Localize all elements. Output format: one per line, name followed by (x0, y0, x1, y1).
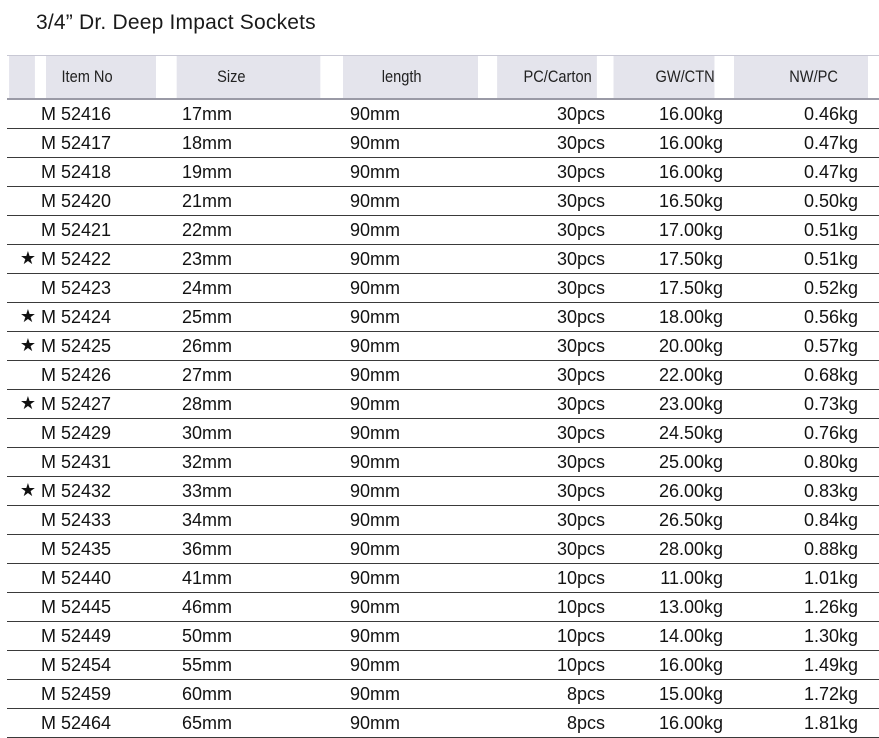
item-no-cell: M 52427 (37, 390, 165, 419)
table-row (7, 680, 879, 709)
nw-pc-cell: 0.57kg (723, 332, 879, 361)
nw-pc-cell: 0.47kg (723, 129, 879, 158)
pc-carton-cell: 10pcs (489, 651, 605, 680)
table-row (7, 564, 879, 593)
star-cell (7, 622, 37, 651)
star-cell (7, 245, 37, 274)
star-icon: ★ (19, 334, 37, 355)
pc-carton-cell: 10pcs (489, 622, 605, 651)
gw-ctn-cell: 17.50kg (605, 274, 723, 303)
table-row (7, 477, 879, 506)
pc-carton-cell: 30pcs (489, 448, 605, 477)
item-no-cell: M 52417 (37, 129, 165, 158)
length-cell: 90mm (332, 448, 489, 477)
gw-ctn-cell: 17.50kg (605, 245, 723, 274)
table-row (7, 419, 879, 448)
size-cell: 23mm (165, 245, 332, 274)
nw-pc-cell: 0.68kg (723, 361, 879, 390)
item-no-cell: M 52425 (37, 332, 165, 361)
size-cell: 18mm (165, 129, 332, 158)
table-row (7, 593, 879, 622)
star-cell (7, 99, 37, 129)
size-cell: 41mm (165, 564, 332, 593)
pc-carton-cell: 10pcs (489, 593, 605, 622)
nw-pc-cell: 1.81kg (723, 709, 879, 738)
gw-ctn-cell: 24.50kg (605, 419, 723, 448)
star-cell (7, 651, 37, 680)
item-no-cell: M 52423 (37, 274, 165, 303)
item-no-cell: M 52420 (37, 187, 165, 216)
pc-carton-cell: 30pcs (489, 303, 605, 332)
size-cell: 32mm (165, 448, 332, 477)
length-cell: 90mm (332, 99, 489, 129)
nw-pc-cell: 0.56kg (723, 303, 879, 332)
nw-pc-cell: 0.52kg (723, 274, 879, 303)
gw-ctn-cell: 16.00kg (605, 651, 723, 680)
pc-carton-cell: 10pcs (489, 564, 605, 593)
star-cell (7, 593, 37, 622)
gw-ctn-cell: 16.00kg (605, 99, 723, 129)
gw-ctn-cell: 13.00kg (605, 593, 723, 622)
pc-carton-cell: 30pcs (489, 506, 605, 535)
size-cell: 25mm (165, 303, 332, 332)
gw-ctn-cell: 26.50kg (605, 506, 723, 535)
table-row (7, 506, 879, 535)
pc-carton-cell: 30pcs (489, 99, 605, 129)
size-cell: 26mm (165, 332, 332, 361)
header-pc-carton: PC/Carton (497, 56, 597, 100)
star-cell (7, 332, 37, 361)
length-cell: 90mm (332, 187, 489, 216)
size-cell: 55mm (165, 651, 332, 680)
header-star-column (9, 56, 35, 100)
gw-ctn-cell: 17.00kg (605, 216, 723, 245)
size-cell: 27mm (165, 361, 332, 390)
length-cell: 90mm (332, 419, 489, 448)
pc-carton-cell: 30pcs (489, 129, 605, 158)
length-cell: 90mm (332, 709, 489, 738)
star-icon: ★ (19, 479, 37, 500)
table-row (7, 158, 879, 187)
nw-pc-cell: 0.47kg (723, 158, 879, 187)
item-no-cell: M 52416 (37, 99, 165, 129)
item-no-cell: M 52429 (37, 419, 165, 448)
length-cell: 90mm (332, 361, 489, 390)
length-cell: 90mm (332, 129, 489, 158)
size-cell: 34mm (165, 506, 332, 535)
table-row (7, 216, 879, 245)
nw-pc-cell: 1.72kg (723, 680, 879, 709)
length-cell: 90mm (332, 303, 489, 332)
gw-ctn-cell: 16.00kg (605, 129, 723, 158)
nw-pc-cell: 0.73kg (723, 390, 879, 419)
page-title: 3/4” Dr. Deep Impact Sockets (36, 11, 316, 34)
nw-pc-cell: 0.46kg (723, 99, 879, 129)
gw-ctn-cell: 14.00kg (605, 622, 723, 651)
gw-ctn-cell: 26.00kg (605, 477, 723, 506)
pc-carton-cell: 30pcs (489, 361, 605, 390)
pc-carton-cell: 30pcs (489, 419, 605, 448)
gw-ctn-cell: 11.00kg (605, 564, 723, 593)
length-cell: 90mm (332, 506, 489, 535)
nw-pc-cell: 1.26kg (723, 593, 879, 622)
item-no-cell: M 52421 (37, 216, 165, 245)
nw-pc-cell: 1.01kg (723, 564, 879, 593)
size-cell: 33mm (165, 477, 332, 506)
table-row (7, 245, 879, 274)
pc-carton-cell: 8pcs (489, 709, 605, 738)
item-no-cell: M 52435 (37, 535, 165, 564)
table-row (7, 535, 879, 564)
gw-ctn-cell: 16.00kg (605, 158, 723, 187)
table-body (7, 99, 879, 738)
size-cell: 19mm (165, 158, 332, 187)
star-cell (7, 187, 37, 216)
length-cell: 90mm (332, 535, 489, 564)
length-cell: 90mm (332, 622, 489, 651)
nw-pc-cell: 0.50kg (723, 187, 879, 216)
star-cell (7, 709, 37, 738)
size-cell: 21mm (165, 187, 332, 216)
length-cell: 90mm (332, 158, 489, 187)
table-row (7, 99, 879, 129)
star-cell (7, 506, 37, 535)
pc-carton-cell: 30pcs (489, 477, 605, 506)
item-no-cell: M 52424 (37, 303, 165, 332)
length-cell: 90mm (332, 651, 489, 680)
star-cell (7, 158, 37, 187)
nw-pc-cell: 0.51kg (723, 216, 879, 245)
table-row (7, 361, 879, 390)
pc-carton-cell: 30pcs (489, 390, 605, 419)
size-cell: 65mm (165, 709, 332, 738)
gw-ctn-cell: 20.00kg (605, 332, 723, 361)
star-cell (7, 390, 37, 419)
table-row (7, 390, 879, 419)
star-cell (7, 361, 37, 390)
nw-pc-cell: 0.80kg (723, 448, 879, 477)
nw-pc-cell: 0.83kg (723, 477, 879, 506)
star-cell (7, 419, 37, 448)
star-icon: ★ (19, 392, 37, 413)
table-row (7, 129, 879, 158)
pc-carton-cell: 8pcs (489, 680, 605, 709)
header-gw-ctn: GW/CTN (613, 56, 714, 100)
pc-carton-cell: 30pcs (489, 535, 605, 564)
table-row (7, 448, 879, 477)
gw-ctn-cell: 22.00kg (605, 361, 723, 390)
gw-ctn-cell: 28.00kg (605, 535, 723, 564)
item-no-cell: M 52426 (37, 361, 165, 390)
item-no-cell: M 52445 (37, 593, 165, 622)
star-icon: ★ (19, 247, 37, 268)
length-cell: 90mm (332, 680, 489, 709)
star-cell (7, 448, 37, 477)
nw-pc-cell: 0.84kg (723, 506, 879, 535)
size-cell: 46mm (165, 593, 332, 622)
star-cell (7, 564, 37, 593)
size-cell: 60mm (165, 680, 332, 709)
table-row (7, 303, 879, 332)
nw-pc-cell: 0.51kg (723, 245, 879, 274)
pc-carton-cell: 30pcs (489, 274, 605, 303)
star-cell (7, 216, 37, 245)
pc-carton-cell: 30pcs (489, 216, 605, 245)
length-cell: 90mm (332, 216, 489, 245)
header-length: length (343, 56, 478, 100)
length-cell: 90mm (332, 274, 489, 303)
length-cell: 90mm (332, 245, 489, 274)
pc-carton-cell: 30pcs (489, 245, 605, 274)
item-no-cell: M 52431 (37, 448, 165, 477)
item-no-cell: M 52418 (37, 158, 165, 187)
table-row (7, 651, 879, 680)
item-no-cell: M 52433 (37, 506, 165, 535)
table-row (7, 622, 879, 651)
item-no-cell: M 52454 (37, 651, 165, 680)
star-cell (7, 680, 37, 709)
nw-pc-cell: 1.49kg (723, 651, 879, 680)
size-cell: 17mm (165, 99, 332, 129)
star-cell (7, 477, 37, 506)
gw-ctn-cell: 18.00kg (605, 303, 723, 332)
table-row (7, 187, 879, 216)
pc-carton-cell: 30pcs (489, 332, 605, 361)
length-cell: 90mm (332, 564, 489, 593)
table-header-row (7, 56, 879, 100)
length-cell: 90mm (332, 390, 489, 419)
gw-ctn-cell: 16.00kg (605, 709, 723, 738)
star-cell (7, 274, 37, 303)
star-cell (7, 535, 37, 564)
star-icon: ★ (19, 305, 37, 326)
size-cell: 24mm (165, 274, 332, 303)
table-row (7, 709, 879, 738)
nw-pc-cell: 1.30kg (723, 622, 879, 651)
nw-pc-cell: 0.76kg (723, 419, 879, 448)
item-no-cell: M 52459 (37, 680, 165, 709)
header-item-no: Item No (46, 56, 156, 100)
gw-ctn-cell: 16.50kg (605, 187, 723, 216)
star-cell (7, 303, 37, 332)
star-cell (7, 129, 37, 158)
specification-table (7, 55, 879, 738)
nw-pc-cell: 0.88kg (723, 535, 879, 564)
size-cell: 36mm (165, 535, 332, 564)
pc-carton-cell: 30pcs (489, 187, 605, 216)
item-no-cell: M 52422 (37, 245, 165, 274)
table-row (7, 274, 879, 303)
item-no-cell: M 52464 (37, 709, 165, 738)
gw-ctn-cell: 25.00kg (605, 448, 723, 477)
item-no-cell: M 52449 (37, 622, 165, 651)
item-no-cell: M 52432 (37, 477, 165, 506)
length-cell: 90mm (332, 477, 489, 506)
item-no-cell: M 52440 (37, 564, 165, 593)
size-cell: 22mm (165, 216, 332, 245)
length-cell: 90mm (332, 593, 489, 622)
length-cell: 90mm (332, 332, 489, 361)
gw-ctn-cell: 23.00kg (605, 390, 723, 419)
table-row (7, 332, 879, 361)
header-size: Size (177, 56, 321, 100)
pc-carton-cell: 30pcs (489, 158, 605, 187)
size-cell: 50mm (165, 622, 332, 651)
header-nw-pc: NW/PC (734, 56, 868, 100)
size-cell: 30mm (165, 419, 332, 448)
gw-ctn-cell: 15.00kg (605, 680, 723, 709)
size-cell: 28mm (165, 390, 332, 419)
